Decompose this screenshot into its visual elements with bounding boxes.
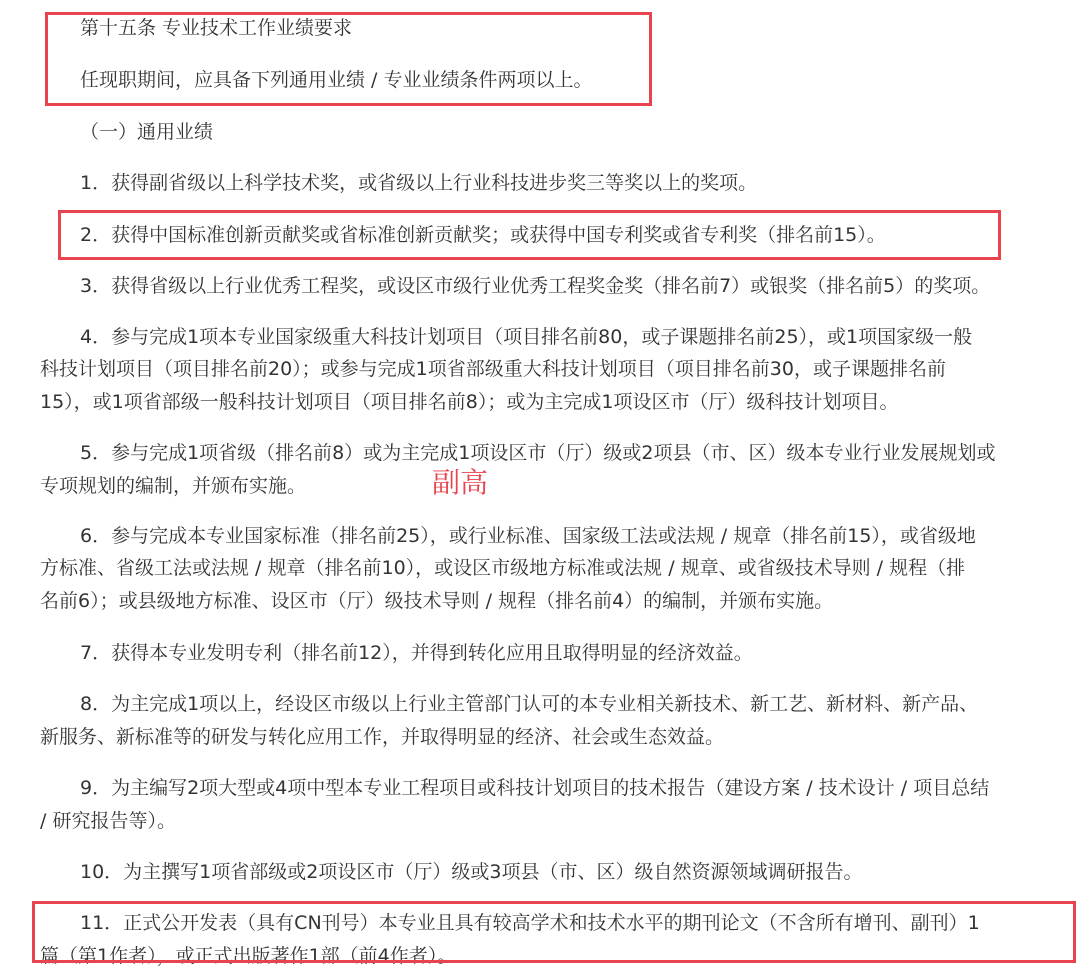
item-2-line-1: 2．获得中国标准创新贡献奖或省标准创新贡献奖；或获得中国专利奖或省专利奖（排名前15）。 xyxy=(80,224,886,246)
highlight-box-item-11 xyxy=(32,901,1076,963)
item-4-line-3: 15），或1项省部级一般科技计划项目（项目排名前8）；或为主完成1项设区市（厅）级科技计划项目。 xyxy=(40,391,899,413)
item-10-line-1: 10．为主撰写1项省部级或2项设区市（厅）级或3项县（市、区）级自然资源领域调研报告。 xyxy=(80,861,863,883)
highlight-box-heading xyxy=(45,12,652,106)
item-6-line-1: 6．参与完成本专业国家标准（排名前25），或行业标准、国家级工法或法规 / 规章（排名前15），或省级地 xyxy=(80,525,976,547)
item-4-line-1: 4．参与完成1项本专业国家级重大科技计划项目（项目排名前80，或子课题排名前25），或1项国家级一般 xyxy=(80,326,973,348)
item-5-line-1: 5．参与完成1项省级（排名前8）或为主完成1项设区市（厅）级或2项县（市、区）级本专业行业发展规划或 xyxy=(80,442,996,464)
item-9-line-1: 9．为主编写2项大型或4项中型本专业工程项目或科技计划项目的技术报告（建设方案 / 技术设计 / 项目总结 xyxy=(80,777,990,799)
item-4-line-2: 科技计划项目（项目排名前20）；或参与完成1项省部级重大科技计划项目（项目排名前30，或子课题排名前 xyxy=(40,358,946,380)
item-7-line-1: 7．获得本专业发明专利（排名前12），并得到转化应用且取得明显的经济效益。 xyxy=(80,642,753,664)
item-3-line-1: 3．获得省级以上行业优秀工程奖，或设区市级行业优秀工程奖金奖（排名前7）或银奖（排名前5）的奖项。 xyxy=(80,275,991,297)
article-intro: 任现职期间，应具备下列通用业绩 / 专业业绩条件两项以上。 xyxy=(80,69,593,91)
highlight-box-item-2 xyxy=(58,210,1001,260)
section-title: （一）通用业绩 xyxy=(80,121,214,143)
item-1-line-1: 1．获得副省级以上科学技术奖，或省级以上行业科技进步奖三等奖以上的奖项。 xyxy=(80,172,758,194)
item-6-line-3: 名前6）；或县级地方标准、设区市（厅）级技术导则 / 规程（排名前4）的编制，并颁布实施。 xyxy=(40,590,834,612)
article-heading: 第十五条 专业技术工作业绩要求 xyxy=(80,17,353,39)
item-6-line-2: 方标准、省级工法或法规 / 规章（排名前10），或设区市级地方标准或法规 / 规章、或省级技术导则 / 规程（排 xyxy=(40,557,966,579)
item-5-line-2: 专项规划的编制，并颁布实施。 xyxy=(40,475,307,497)
item-9-line-2: / 研究报告等）。 xyxy=(40,810,176,832)
item-11-line-2: 篇（第1作者），或正式出版著作1部（前4作者）。 xyxy=(40,945,457,967)
annotation-label: 副高 xyxy=(432,466,489,499)
item-11-line-1: 11．正式公开发表（具有CN刊号）本专业且具有较高学术和技术水平的期刊论文（不含所有增刊、副刊）1 xyxy=(80,912,980,934)
item-8-line-2: 新服务、新标准等的研发与转化应用工作，并取得明显的经济、社会或生态效益。 xyxy=(40,726,725,748)
item-8-line-1: 8．为主完成1项以上，经设区市级以上行业主管部门认可的本专业相关新技术、新工艺、新材料、新产品、 xyxy=(80,693,979,715)
